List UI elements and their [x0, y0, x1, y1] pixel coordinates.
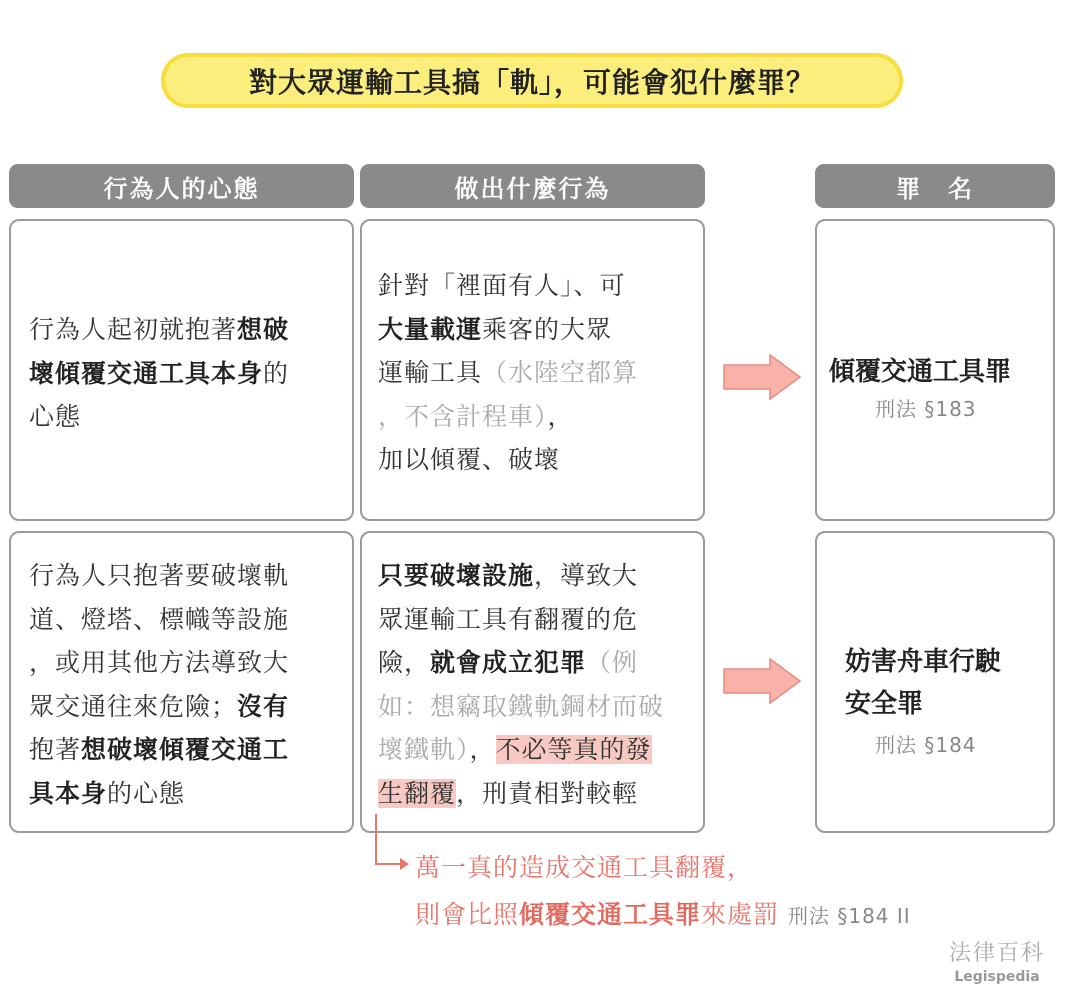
text-line: 只要破壞設施，導致大: [378, 561, 639, 590]
arrow-right-icon: [722, 657, 804, 705]
law-citation-3: 刑法 §184 II: [788, 904, 911, 928]
text-line: 抱著想破壞傾覆交通工: [29, 735, 290, 764]
text-line: 行為人起初就抱著想破: [29, 315, 290, 344]
text-line: 具本身的心態: [29, 778, 186, 808]
text-line: 壞鐵軌），不必等真的發: [378, 735, 652, 764]
text-line: 行為人只抱著要破壞軌: [29, 561, 290, 590]
text-line: 生翻覆，刑責相對較輕: [378, 778, 639, 808]
card-row1-crime: [815, 219, 1055, 521]
row2-mindset-text: [29, 554, 289, 815]
law-citation-1: 刑法 §183: [875, 397, 977, 421]
note-line-1: 萬一真的造成交通工具翻覆，: [415, 853, 754, 882]
crime-name-1: 傾覆交通工具罪: [829, 357, 1012, 387]
card-row2-crime: [815, 531, 1055, 833]
text-line: 針對「裡面有人」、可: [378, 271, 626, 300]
text-line: 加以傾覆、破壞: [378, 445, 561, 474]
connector-arrow-icon: [370, 812, 410, 874]
text-line: 大量載運乘客的大眾: [378, 314, 613, 344]
text-line: 道、燈塔、標幟等設施: [29, 604, 290, 634]
text-line: ，不含計程車），: [378, 401, 574, 431]
law-citation-2: 刑法 §184: [875, 733, 977, 757]
note-line-2: 則會比照傾覆交通工具罪來處罰 刑法 §184 II: [415, 900, 911, 929]
crime-name-2: 妨害舟車行駛 安全罪: [845, 647, 1002, 719]
card-row2-mindset: [9, 531, 354, 833]
row1-action-text: [378, 264, 638, 482]
header-crime: 罪 名: [815, 164, 1055, 208]
text-line: 如：想竊取鐵軌鋼材而破: [378, 691, 665, 721]
card-row1-mindset: [9, 219, 354, 521]
text-line: 運輸工具（水陸空都算: [378, 358, 639, 387]
card-row2-action: [360, 531, 705, 833]
row2-action-text: [378, 554, 664, 815]
header-action: 做出什麼行為: [360, 164, 705, 208]
text-line: ，或用其他方法導致大: [29, 648, 290, 677]
brand-logo: 法律百科 Legispedia: [948, 941, 1045, 985]
text-line: 心態: [29, 402, 82, 431]
text-line: 險，就會成立犯罪（例: [378, 648, 639, 677]
arrow-right-icon: [722, 353, 804, 401]
row1-mindset-text: [29, 308, 289, 439]
header-mindset: 行為人的心態: [9, 164, 354, 208]
text-line: 壞傾覆交通工具本身的: [29, 358, 290, 388]
text-line: 眾交通往來危險；沒有: [29, 691, 290, 721]
text-line: 眾運輸工具有翻覆的危: [378, 604, 639, 634]
card-row1-action: [360, 219, 705, 521]
page-title: 對大眾運輸工具搞「軌」，可能會犯什麼罪？: [161, 53, 903, 108]
